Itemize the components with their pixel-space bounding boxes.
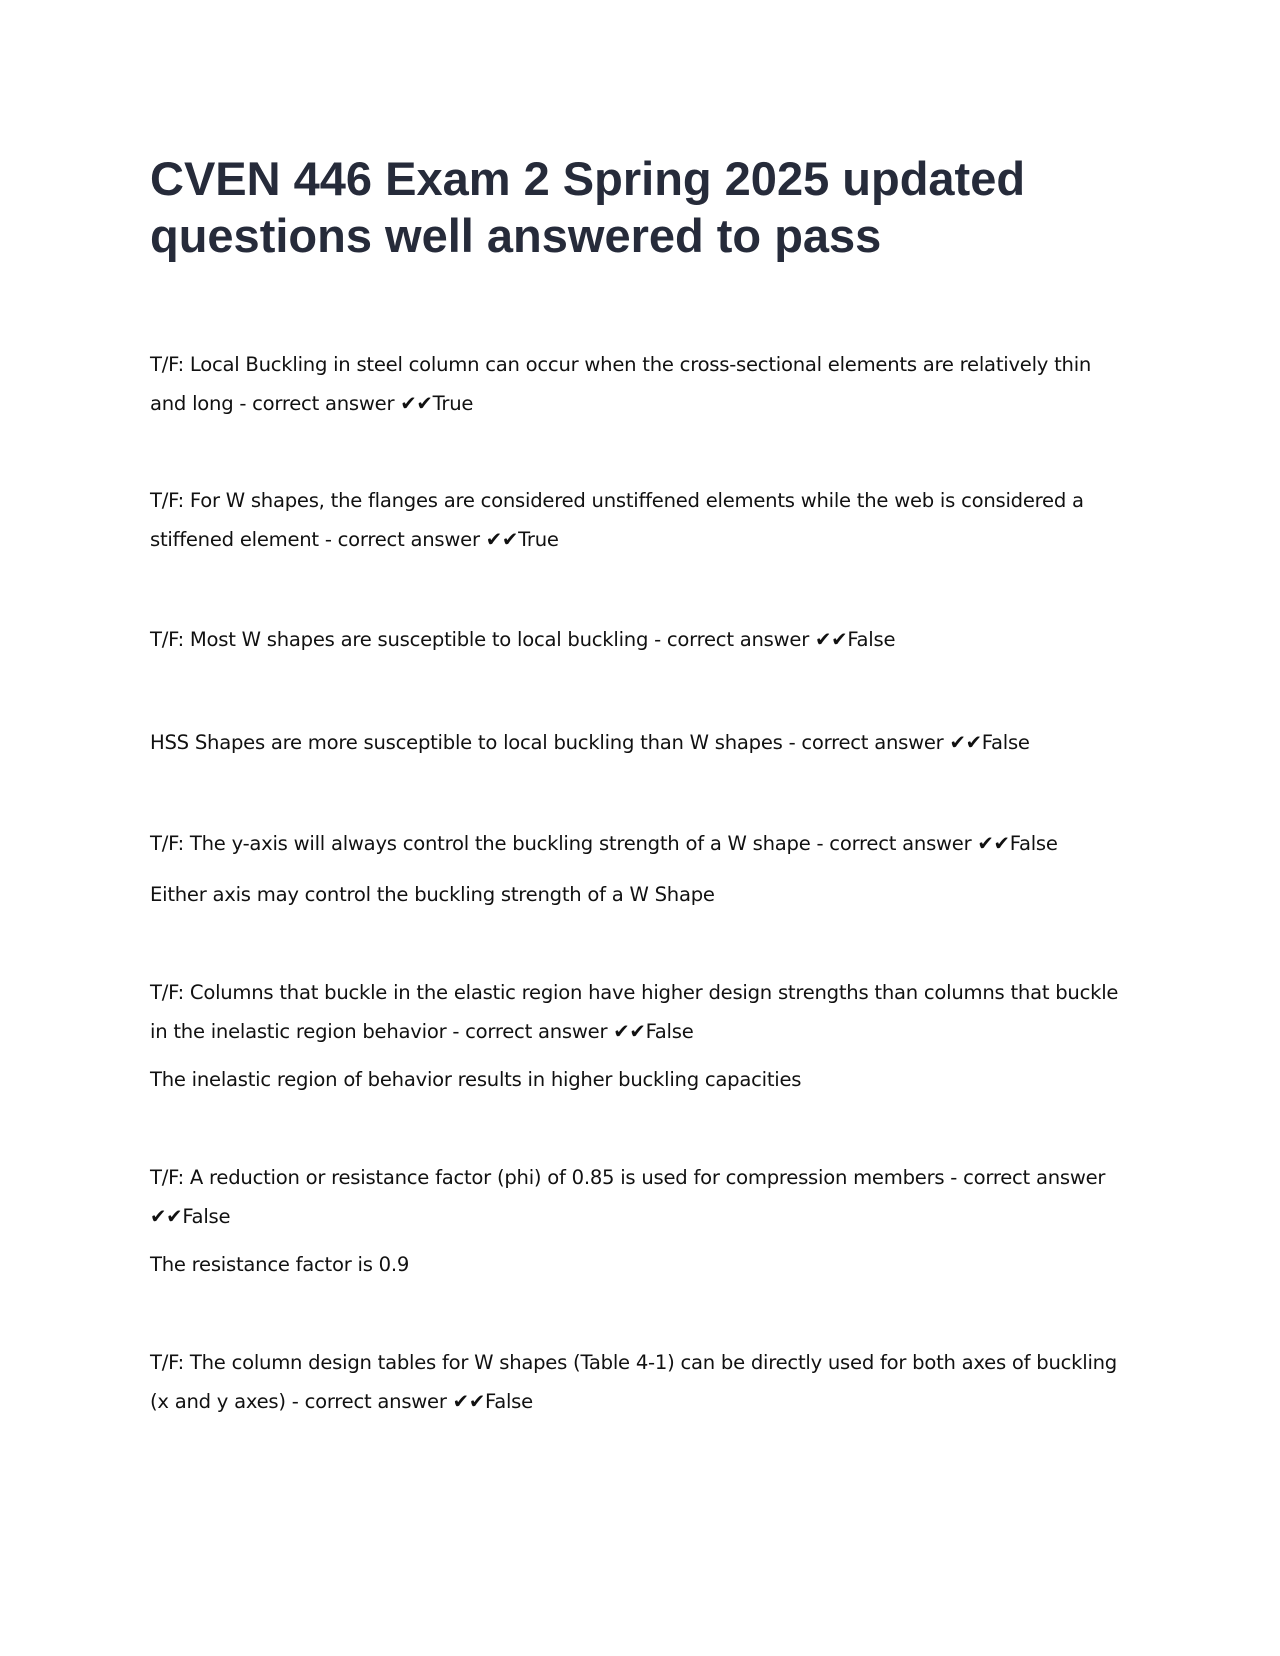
question-paragraph: T/F: Most W shapes are susceptible to local buckling - correct answer ✔✔False xyxy=(150,628,896,651)
question-paragraph: T/F: Columns that buckle in the elastic region have higher design strengths than columns that buckle in the inelastic region behavior - correct answer ✔✔False xyxy=(150,981,1119,1043)
explanation-paragraph: The inelastic region of behavior results in higher buckling capacities xyxy=(150,1068,802,1091)
question-paragraph: T/F: Local Buckling in steel column can occur when the cross-sectional elements are relatively thin and long - correct answer ✔✔True xyxy=(150,353,1092,415)
explanation-paragraph: The resistance factor is 0.9 xyxy=(150,1253,410,1276)
question-paragraph: T/F: The y-axis will always control the buckling strength of a W shape - correct answer ✔✔False xyxy=(150,832,1058,855)
question-paragraph: T/F: The column design tables for W shapes (Table 4-1) can be directly used for both axes of buckling (x and y axes) - correct answer ✔✔False xyxy=(150,1351,1117,1413)
document-title: CVEN 446 Exam 2 Spring 2025 updated questions well answered to pass xyxy=(150,152,1026,262)
question-paragraph: T/F: A reduction or resistance factor (phi) of 0.85 is used for compression members - correct answer ✔✔False xyxy=(150,1166,1106,1228)
question-paragraph: T/F: For W shapes, the flanges are considered unstiffened elements while the web is considered a stiffened element - correct answer ✔✔True xyxy=(150,489,1084,551)
explanation-paragraph: Either axis may control the buckling strength of a W Shape xyxy=(150,883,715,906)
question-paragraph: HSS Shapes are more susceptible to local buckling than W shapes - correct answer ✔✔False xyxy=(150,731,1030,754)
